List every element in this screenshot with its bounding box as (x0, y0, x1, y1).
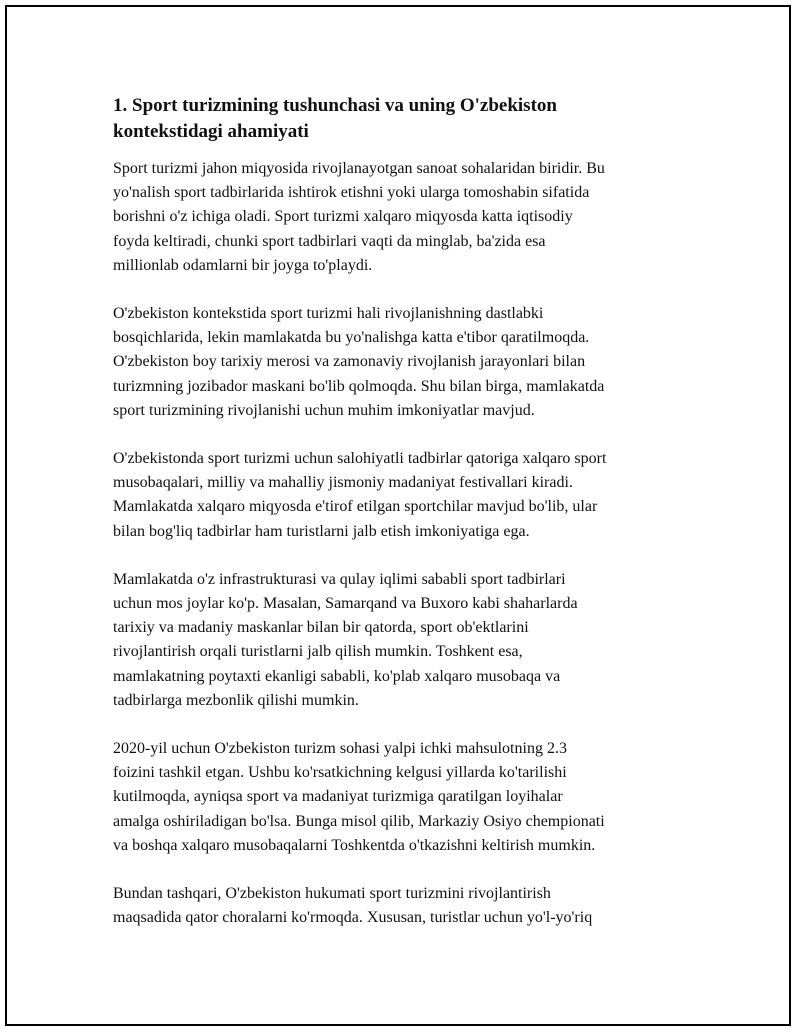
paragraph-line: kutilmoqda, ayniqsa sport va madaniyat turizmiga qaratilgan loyihalar (113, 788, 563, 806)
paragraph-line: Sport turizmi jahon miqyosida rivojlanayotgan sanoat sohalaridan biridir. Bu (113, 160, 605, 177)
paragraph-line: va boshqa xalqaro musobaqalarni Toshkentda o'tkazishni keltirish mumkin. (113, 836, 596, 854)
paragraph-line: turizmning jozibador maskani bo'lib qolmoqda. Shu bilan birga, mamlakatda (113, 377, 605, 395)
paragraph-line: bosqichlarida, lekin mamlakatda bu yo'nalishga katta e'tibor qaratilmoqda. (113, 329, 590, 347)
paragraph-line: bilan bog'liq tadbirlar ham turistlarni jalb etish imkoniyatiga ega. (113, 522, 530, 540)
paragraph-line: tadbirlarga mezbonlik qilishi mumkin. (113, 691, 359, 709)
paragraph-6 (113, 882, 688, 930)
paragraph-line: amalga oshiriladigan bo'lsa. Bunga misol qilib, Markaziy Osiyo chempionati (113, 812, 605, 830)
paragraph-1 (113, 157, 688, 278)
section-title (113, 93, 688, 145)
paragraph-line: foyda keltiradi, chunki sport tadbirlari vaqti da minglab, ba'zida esa (113, 232, 546, 250)
paragraph-line: maqsadida qator choralarni ko'rmoqda. Xususan, turistlar uchun yo'l-yo'riq (113, 909, 593, 927)
section-title-line-1: 1. Sport turizmining tushunchasi va uning O'zbekiston (113, 95, 557, 116)
paragraph-line: 2020-yil uchun O'zbekiston turizm sohasi yalpi ichki mahsulotning 2.3 (113, 740, 567, 758)
paragraph-3 (113, 447, 688, 544)
paragraph-line: borishni o'z ichiga oladi. Sport turizmi xalqaro miqyosda katta iqtisodiy (113, 208, 573, 226)
paragraph-line: sport turizmining rivojlanishi uchun muhim imkoniyatlar mavjud. (113, 401, 535, 419)
paragraph-5 (113, 737, 688, 858)
document-body (113, 93, 688, 954)
paragraph-line: mamlakatning poytaxti ekanligi sababli, ko'plab xalqaro musobaqa va (113, 667, 561, 685)
section-title-line-2: kontekstidagi ahamiyati (113, 121, 309, 142)
paragraph-line: millionlab odamlarni bir joyga to'playdi. (113, 256, 373, 274)
paragraph-line: Mamlakatda o'z infrastrukturasi va qulay iqlimi sababli sport tadbirlari (113, 570, 566, 588)
paragraph-line: tarixiy va madaniy maskanlar bilan bir qatorda, sport ob'ektlarini (113, 619, 529, 637)
paragraph-line: yo'nalish sport tadbirlarida ishtirok etishni yoki ularga tomoshabin sifatida (113, 184, 590, 202)
paragraph-line: rivojlantirish orqali turistlarni jalb qilish mumkin. Toshkent esa, (113, 643, 523, 661)
paragraph-line: foizini tashkil etgan. Ushbu ko'rsatkichning kelgusi yillarda ko'tarilishi (113, 764, 567, 782)
paragraph-line: Mamlakatda xalqaro miqyosda e'tirof etilgan sportchilar mavjud bo'lib, ular (113, 498, 598, 516)
paragraph-line: O'zbekiston kontekstida sport turizmi hali rivojlanishning dastlabki (113, 305, 544, 323)
paragraph-line: O'zbekistonda sport turizmi uchun salohiyatli tadbirlar qatoriga xalqaro sport (113, 450, 607, 468)
paragraph-line: uchun mos joylar ko'p. Masalan, Samarqand va Buxoro kabi shaharlarda (113, 595, 578, 613)
paragraph-2 (113, 302, 688, 423)
paragraph-line: Bundan tashqari, O'zbekiston hukumati sport turizmini rivojlantirish (113, 885, 551, 903)
paragraph-line: musobaqalari, milliy va mahalliy jismoniy madaniyat festivallari kiradi. (113, 474, 573, 492)
paragraph-line: O'zbekiston boy tarixiy merosi va zamonaviy rivojlanish jarayonlari bilan (113, 353, 586, 371)
paragraph-4 (113, 568, 688, 713)
